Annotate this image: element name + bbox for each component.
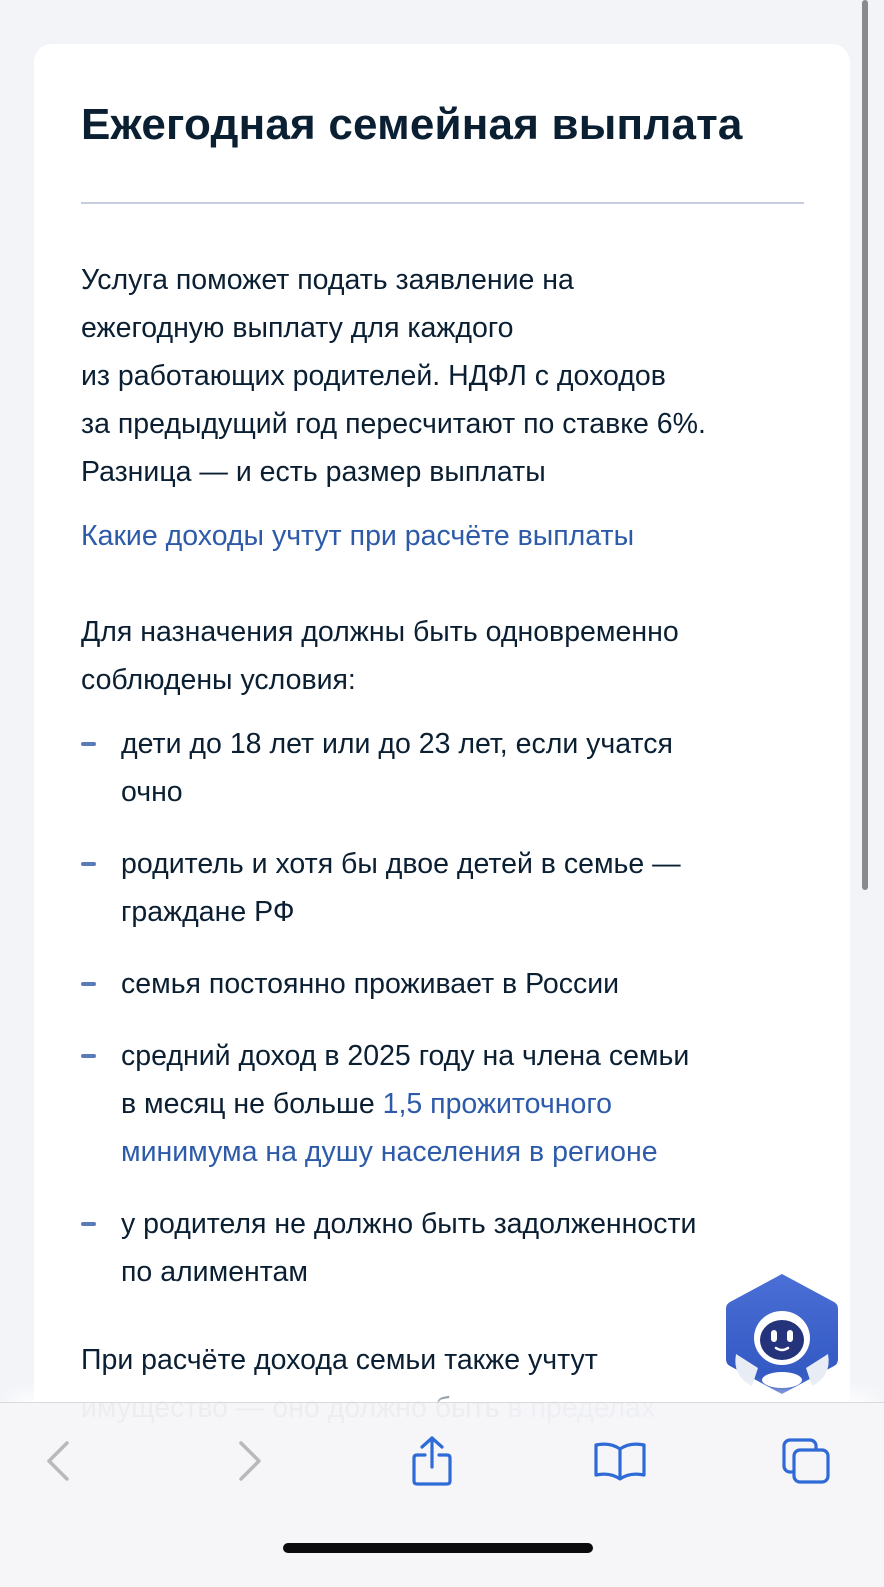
description-line: Разница — и есть размер выплаты <box>81 456 546 488</box>
forward-arrow-icon <box>235 1439 265 1483</box>
bookmarks-book-icon <box>592 1439 648 1483</box>
condition-line <box>121 1080 821 1128</box>
conditions-intro-line: соблюдены условия: <box>81 664 356 696</box>
back-button[interactable] <box>28 1433 88 1489</box>
income-calculation-link[interactable]: Какие доходы учтут при расчёте выплаты <box>81 520 635 552</box>
conditions-list <box>81 720 821 1320</box>
dash-bullet <box>81 742 96 746</box>
tabs-button[interactable] <box>776 1433 836 1489</box>
description-line: за предыдущий год пересчитают по ставке 6%. <box>81 408 706 440</box>
service-description <box>81 256 841 496</box>
assistant-robot-button[interactable] <box>724 1272 840 1396</box>
description-line: Услуга поможет подать заявление на <box>81 264 574 296</box>
description-line: ежегодную выплату для каждого <box>81 312 514 344</box>
bookmarks-button[interactable] <box>590 1433 650 1489</box>
page-title: Ежегодная семейная выплата <box>81 100 743 149</box>
home-indicator[interactable] <box>283 1543 593 1553</box>
condition-citizenship <box>81 840 821 936</box>
dash-bullet <box>81 1222 96 1226</box>
subsistence-minimum-link-continued[interactable]: минимума на душу населения в регионе <box>121 1136 658 1168</box>
browser-toolbar <box>0 1402 884 1587</box>
page-scrollbar[interactable] <box>862 0 868 890</box>
conditions-intro <box>81 608 679 704</box>
dash-bullet <box>81 1054 96 1058</box>
condition-alimony <box>81 1200 821 1296</box>
condition-line: у родителя не должно быть задолженности <box>121 1208 697 1240</box>
description-line: из работающих родителей. НДФЛ с доходов <box>81 360 666 392</box>
condition-text: в месяц не больше <box>121 1088 383 1120</box>
dash-bullet <box>81 862 96 866</box>
condition-residence <box>81 960 821 1008</box>
condition-income <box>81 1032 821 1176</box>
share-icon <box>410 1435 454 1487</box>
condition-line <box>121 1128 821 1176</box>
condition-line: средний доход в 2025 году на члена семьи <box>121 1040 690 1072</box>
conditions-intro-line: Для назначения должны быть одновременно <box>81 616 679 648</box>
condition-line: очно <box>121 776 183 808</box>
tabs-icon <box>780 1436 832 1486</box>
share-button[interactable] <box>402 1433 462 1489</box>
dash-bullet <box>81 982 96 986</box>
robot-assistant-icon <box>724 1272 840 1396</box>
condition-line: по алиментам <box>121 1256 308 1288</box>
condition-line: родитель и хотя бы двое детей в семье — <box>121 848 681 880</box>
note-line: При расчёте дохода семьи также учтут <box>81 1344 598 1376</box>
forward-button[interactable] <box>220 1433 280 1489</box>
condition-line: семья постоянно проживает в России <box>121 968 620 1000</box>
condition-children-age <box>81 720 821 816</box>
condition-line: дети до 18 лет или до 23 лет, если учатся <box>121 728 673 760</box>
subsistence-minimum-link[interactable]: 1,5 прожиточного <box>382 1088 612 1120</box>
condition-line: граждане РФ <box>121 896 295 928</box>
back-arrow-icon <box>43 1439 73 1483</box>
title-divider <box>81 202 804 204</box>
